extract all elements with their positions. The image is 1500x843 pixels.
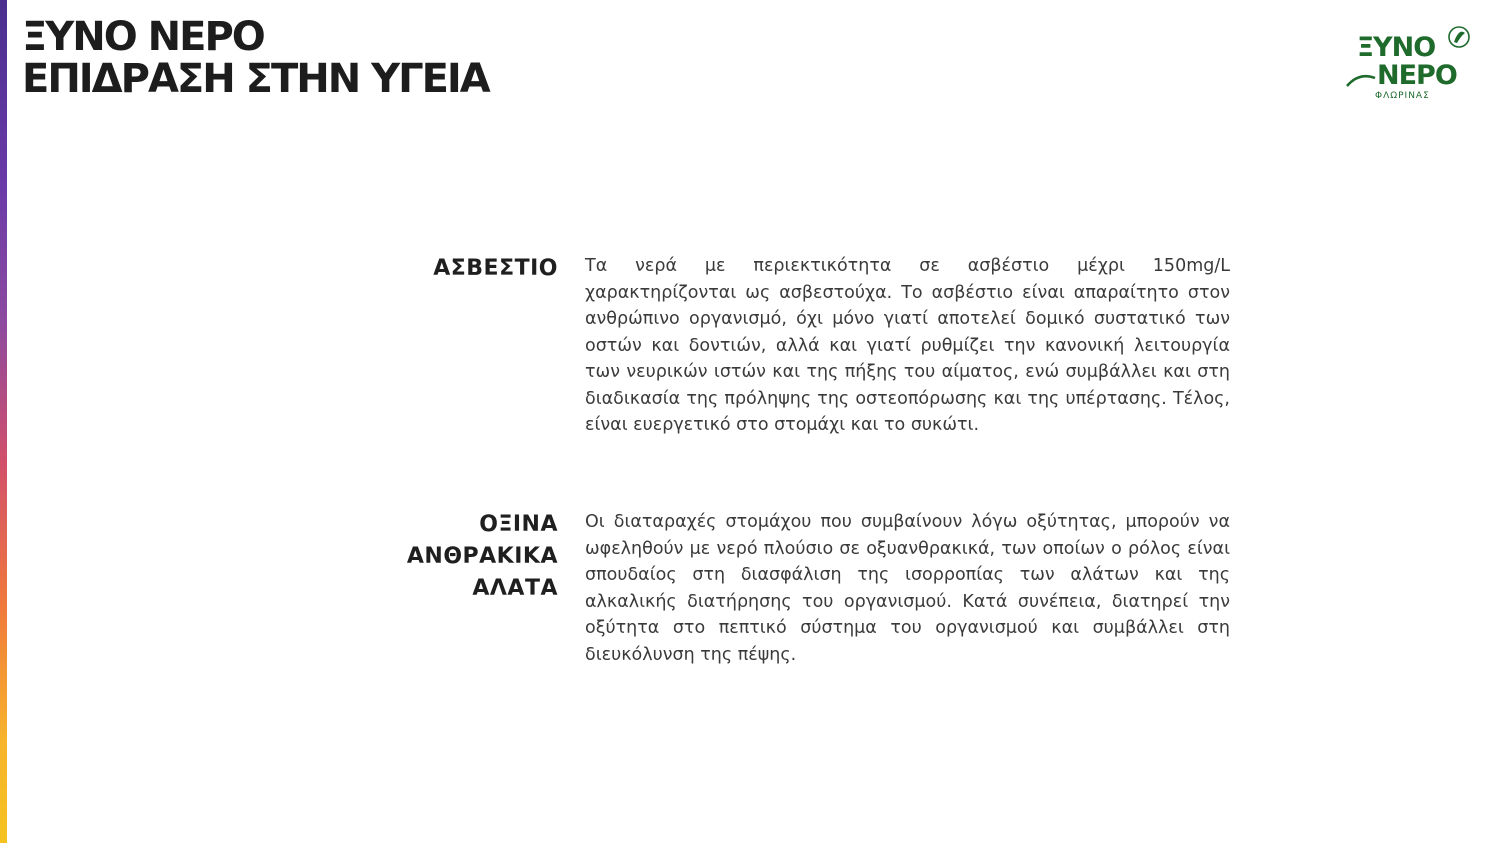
section-text-calcium: Τα νερά με περιεκτικότητα σε ασβέστιο μέχρι 150mg/L χαρακτηρίζονται ως ασβεστούχα. Το ασβέστιο είναι απαραίτητο στον ανθρώπινο οργανισμό, όχι μόνο γιατί αποτελεί δομικό συστατικό των οστών και δοντιών, αλλά και γιατί ρυθμίζει την κανονική λειτουργία των νευρικών ιστών και της πήξης του αίματος, ενώ συμβάλλει και στη διαδικασία της πρόληψης της οστεοπόρωσης και της υπέρτασης. Τέλος, είναι ευεργετικό στο στομάχι και το συκώτι. <box>585 256 1230 435</box>
leaf-icon <box>1449 27 1469 47</box>
page-title-line-2: ΕΠΙΔΡΑΣΗ ΣΤΗΝ ΥΓΕΙΑ <box>22 56 489 102</box>
logo-tagline: ΦΛΩΡΙΝΑΣ <box>1375 91 1430 101</box>
logo-word-1: ΞΥΝΟ <box>1357 32 1436 63</box>
section-label-line: ΟΞΙΝΑ <box>479 512 558 537</box>
brand-logo <box>1345 24 1480 104</box>
section-text-bicarbonates: Οι διαταραχές στομάχου που συμβαίνουν λόγω οξύτητας, μπορούν να ωφεληθούν με νερό πλούσιο σε οξυανθρακικά, των οποίων ο ρόλος είναι σπουδαίος στη διασφάλιση της ισορροπίας των αλάτων και της αλκαλικής διατήρησης του οργανισμού. Κατά συνέπεια, διατηρεί την οξύτητα στο πεπτικό σύστημα του οργανισμού και συμβάλλει στη διευκόλυνση της πέψης. <box>585 512 1230 665</box>
section-label-line: ΑΣΒΕΣΤΙΟ <box>433 256 558 281</box>
section-label-bicarbonates <box>380 509 558 605</box>
section-label-calcium <box>380 253 558 285</box>
logo-word-2: ΝΕΡΟ <box>1377 60 1457 91</box>
section-label-line: ΑΛΑΤΑ <box>472 576 558 601</box>
page-title <box>22 16 489 100</box>
accent-gradient-bar <box>0 0 7 843</box>
section-label-line: ΑΝΘΡΑΚΙΚΑ <box>406 544 558 569</box>
logo-swoosh <box>1347 76 1375 86</box>
page-title-line-1: ΞΥΝΟ ΝΕΡΟ <box>22 14 264 60</box>
